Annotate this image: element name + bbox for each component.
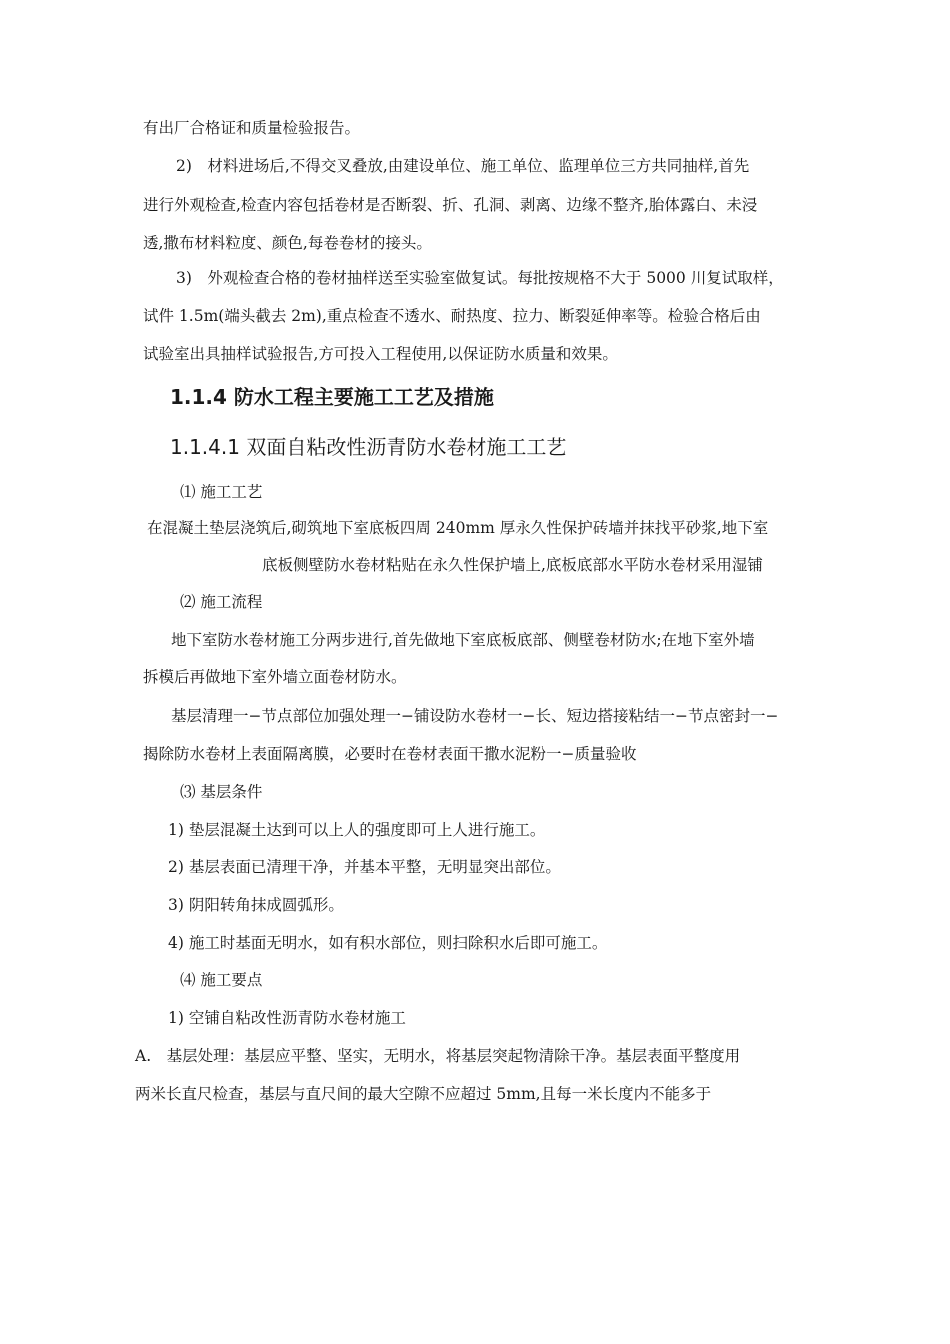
section-heading: 1.1.4 防水工程主要施工工艺及措施 — [170, 385, 494, 409]
list-item: 2) 基层表面已清理干净，并基本平整，无明显突出部位。 — [168, 858, 561, 876]
item-label: ⑴ 施工工艺 — [180, 483, 263, 501]
list-item: 4) 施工时基面无明水，如有积水部位，则扫除积水后即可施工。 — [168, 934, 608, 952]
paragraph-line: 试验室出具抽样试验报告,方可投入工程使用,以保证防水质量和效果。 — [143, 345, 618, 363]
paragraph-line: 有出厂合格证和质量检验报告。 — [143, 119, 361, 137]
paragraph-line: 3) 外观检查合格的卷材抽样送至实验室做复试。每批按规格不大于 5000 川复试取样， — [176, 269, 784, 287]
item-label: ⑵ 施工流程 — [180, 593, 263, 611]
paragraph-line: 试件 1.5m(端头截去 2m),重点检查不透水、耐热度、拉力、断裂延伸率等。检验合格后由 — [143, 307, 761, 325]
paragraph-line: 底板侧壁防水卷材粘贴在永久性保护墙上,底板底部水平防水卷材采用湿铺 — [262, 556, 763, 574]
list-item: 1) 垫层混凝土达到可以上人的强度即可上人进行施工。 — [168, 821, 546, 839]
list-item: 1) 空铺自粘改性沥青防水卷材施工 — [168, 1009, 406, 1027]
list-item: 3) 阴阳转角抹成圆弧形。 — [168, 896, 344, 914]
paragraph-line: 透,撒布材料粒度、颜色,每卷卷材的接头。 — [143, 234, 432, 252]
paragraph-line: 拆模后再做地下室外墙立面卷材防水。 — [143, 668, 407, 686]
subsection-heading: 1.1.4.1 双面自粘改性沥青防水卷材施工工艺 — [170, 435, 567, 459]
item-label: ⑶ 基层条件 — [180, 783, 263, 801]
paragraph-line: 2) 材料进场后,不得交叉叠放,由建设单位、施工单位、监理单位三方共同抽样,首先 — [176, 157, 750, 175]
paragraph-line: 两米长直尺检查，基层与直尺间的最大空隙不应超过 5mm,且每一米长度内不能多于 — [135, 1085, 712, 1103]
paragraph-line: 进行外观检查,检查内容包括卷材是否断裂、折、孔洞、剥离、边缘不整齐,胎体露白、未浸 — [143, 196, 758, 214]
item-label: ⑷ 施工要点 — [180, 971, 263, 989]
paragraph-line: A. 基层处理：基层应平整、坚实，无明水，将基层突起物清除干净。基层表面平整度用 — [135, 1047, 741, 1065]
paragraph-line: 揭除防水卷材上表面隔离膜，必要时在卷材表面干撒水泥粉一−质量验收 — [143, 745, 637, 763]
paragraph-line: 在混凝土垫层浇筑后,砌筑地下室底板四周 240mm 厚永久性保护砖墙并抹找平砂浆,地下室 — [147, 519, 769, 537]
paragraph-line: 基层清理一−节点部位加强处理一−铺设防水卷材一−长、短边搭接粘结一−节点密封一− — [171, 707, 779, 725]
paragraph-line: 地下室防水卷材施工分两步进行,首先做地下室底板底部、侧壁卷材防水;在地下室外墙 — [171, 631, 755, 649]
